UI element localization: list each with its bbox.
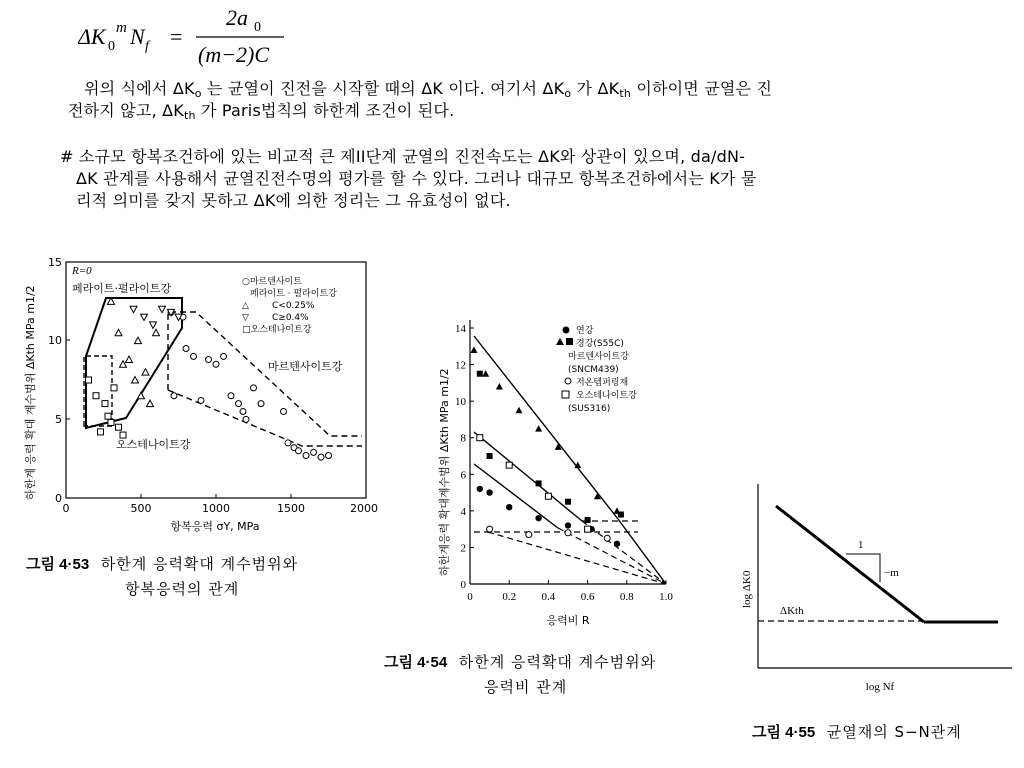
fig453-point: [116, 424, 122, 430]
fig453-point: [86, 377, 92, 383]
p2-line1: # 소규모 항복조건하에 있는 비교적 큰 제II단계 균열의 진전속도는 ΔK와 상관이 있으며, da/dN-: [60, 147, 746, 166]
formula-lhs-sub: 0: [108, 39, 115, 54]
formula-denominator: (m−2)C: [198, 42, 270, 67]
p1-s2: o: [564, 87, 572, 100]
fig454-legend-6: 오스테나이트강: [576, 391, 637, 401]
figure-4-54: [428, 306, 688, 636]
fig454-legend-3: 마르텐사이트강: [568, 352, 629, 362]
fig453-xtick-0: 0: [62, 502, 70, 515]
fig453-point: [326, 453, 332, 459]
fig453-xtick-1500: 1500: [277, 502, 305, 515]
fig453-region-martensite: 마르텐사이트강: [268, 360, 343, 373]
fig453-point: [105, 413, 111, 419]
fig454-ytick-label: 10: [455, 396, 466, 409]
p1-s1: o: [194, 87, 202, 100]
fig454-point: [477, 371, 483, 377]
fig454-ytick-label: 4: [460, 505, 466, 518]
formula-lhs-delta: ΔK: [78, 24, 106, 49]
fig453-point: [120, 432, 126, 438]
fig454-xlabel: 응력비 R: [546, 614, 590, 627]
fig454-point: [486, 489, 492, 495]
p1-t3: 가 ΔK: [571, 79, 620, 98]
fig454-point: [487, 526, 493, 532]
fig453-point: [240, 408, 246, 414]
fig453-point: [318, 454, 324, 460]
fig454-caption-line1: 하한계 응력확대 계수범위와: [458, 653, 657, 671]
fig454-legend-marker-2: [556, 338, 564, 345]
fig455-caption-text: 균열재의 S−N관계: [826, 723, 962, 741]
fig453-xtick-1000: 1000: [202, 502, 230, 515]
p1-line2: [68, 101, 454, 120]
formula-lhs-n: N: [130, 24, 145, 49]
fig454-dash-conv-3: [488, 532, 666, 584]
fig454-legend-2: 경강(S55C): [576, 339, 624, 349]
fig455-slope-triangle: [846, 554, 880, 582]
fig453-point: [130, 306, 137, 313]
fig454-ytick-label: 14: [455, 323, 466, 335]
fig453-point: [228, 393, 234, 399]
fig453-point: [213, 361, 219, 367]
fig453-point: [115, 329, 122, 336]
fig454-legend-4: (SNCM439): [568, 365, 619, 375]
fig453-point: [236, 401, 242, 407]
formula-numerator: 2a: [226, 5, 248, 30]
fig454-point: [536, 480, 542, 486]
fig454-point: [535, 425, 542, 432]
p2-line2: ΔK 관계를 사용해서 균열진전수명의 평가를 할 수 있다. 그러나 대규모 항복조건하에서는 K가 물: [76, 169, 757, 188]
fig454-caption-num: 그림 4·54: [384, 654, 448, 671]
fig453-point: [191, 353, 197, 359]
fig454-legend-1: 연강: [576, 326, 594, 336]
fig454-dash-conv-2: [582, 521, 666, 584]
fig455-slope-run: 1: [858, 539, 864, 551]
fig454-legend-marker-4: [565, 378, 571, 384]
p2-line3: 리적 의미를 갖지 못하고 ΔK에 의한 정리는 그 유효성이 없다.: [76, 191, 511, 210]
fig454-xtick-label: 0.8: [619, 591, 634, 603]
fig455-caption: [752, 720, 962, 745]
p1-line2a: 전하지 않고, ΔK: [68, 101, 184, 120]
fig453-point: [135, 337, 142, 344]
p1-s3: th: [619, 87, 632, 100]
p1-line2b: 가 Paris법칙의 하한계 조건이 된다.: [195, 101, 455, 120]
fig453-point: [198, 397, 204, 403]
fig453-point: [171, 393, 177, 399]
fig454-points: [470, 346, 624, 547]
fig454-point: [506, 504, 512, 510]
fig454-legend-marker-5: [562, 391, 569, 398]
fig454-point: [487, 453, 493, 459]
fig453-point: [221, 353, 227, 359]
fig453-point: [147, 400, 154, 407]
fig454-point: [535, 515, 541, 521]
fig455-dkth-label: ΔKth: [780, 605, 804, 617]
fig454-point: [496, 383, 503, 390]
formula-lhs-n-sub: f: [145, 39, 149, 54]
fig454-point: [565, 522, 571, 528]
fig453-xtick-500: 500: [130, 502, 152, 515]
fig453-point: [98, 429, 104, 435]
fig454-line-hard-tail: [618, 519, 666, 584]
fig453-point: [311, 449, 317, 455]
fig453-point: [126, 356, 133, 363]
fig453-point: [303, 453, 309, 459]
fig454-point: [470, 346, 477, 353]
p1-t2: 는 균열이 진전을 시작할 때의 ΔK 이다. 여기서 ΔK: [201, 79, 565, 98]
fig454-point: [516, 407, 523, 414]
fig453-ytick-5: 5: [55, 413, 62, 426]
figure-4-53: [10, 250, 380, 540]
fig454-point: [477, 435, 483, 441]
fig455-ylabel: log ΔK0: [741, 570, 753, 608]
fig453-point: [281, 408, 287, 414]
fig454-point: [482, 370, 489, 377]
fig453-legend-6: C≥0.4%: [272, 313, 309, 323]
fig454-xtick-label: 0.4: [541, 591, 556, 603]
fig454-legend-marker-1: [563, 327, 570, 334]
fig453-xlabel: 항복응력 σY, MPa: [170, 520, 260, 533]
fig453-legend-5: ▽: [242, 313, 249, 323]
fig453-point: [159, 306, 166, 313]
fig453-point: [111, 385, 117, 391]
fig454-xtick-label: 0.6: [580, 591, 595, 603]
fig453-r-label: R=0: [72, 265, 92, 277]
fig454-dash-conv-1: [558, 528, 666, 584]
fig454-point: [585, 517, 591, 523]
p1-text: [84, 79, 772, 98]
fig453-point: [108, 419, 114, 425]
fig454-xtick-label: 0.2: [502, 591, 517, 603]
fig454-point: [545, 493, 551, 499]
fig453-legend-3: △: [242, 301, 249, 311]
paragraph-1: [68, 78, 1014, 122]
fig453-point: [243, 416, 249, 422]
fig453-point: [285, 440, 291, 446]
fig454-caption: [384, 650, 656, 699]
fig453-legend-1: ○마르텐사이트: [242, 277, 303, 287]
fig454-point: [614, 541, 620, 547]
p1-t1: 위의 식에서 ΔK: [84, 79, 195, 98]
fig455-slope-rise: −m: [884, 567, 899, 579]
fig453-martensite-lower: [168, 390, 362, 446]
fig454-ytick-label: 8: [460, 432, 466, 445]
fig453-ytick-0: 0: [55, 492, 62, 505]
fig453-ytick-10: 10: [48, 334, 62, 347]
fig453-point: [141, 314, 148, 321]
fig453-point: [138, 392, 145, 399]
figure-4-55: [730, 480, 1020, 705]
formula-lhs-sup: m: [116, 20, 127, 36]
fig453-point: [153, 329, 160, 336]
fig453-point: [296, 448, 302, 454]
p1-t4: 이하이면 균열은 진: [631, 79, 773, 98]
fig454-ytick-label: 2: [460, 542, 466, 555]
fig453-point: [102, 401, 108, 407]
fig454-point: [506, 462, 512, 468]
fig454-point: [585, 526, 591, 532]
fig453-xtick-2000: 2000: [350, 502, 378, 515]
p1-s4: th: [183, 109, 196, 122]
fig453-point: [93, 393, 99, 399]
fig453-point: [251, 385, 257, 391]
paragraph-2: [60, 146, 1015, 212]
fig454-caption-line2: 응력비 관계: [484, 678, 568, 696]
fig454-legend-5: 저온템퍼링재: [576, 378, 629, 388]
fig454-legend-7: (SUS316): [568, 404, 611, 414]
fig454-ylabel: 하한계응력 확대계수범위 ΔKth MPa m1/2: [438, 368, 451, 576]
fig454-point: [618, 512, 624, 518]
formula: [78, 2, 308, 72]
fig453-legend-4: C<0.25%: [272, 301, 315, 311]
fig453-point: [132, 377, 139, 384]
fig454-ytick-label: 12: [455, 359, 466, 372]
fig453-point: [183, 346, 189, 352]
fig453-caption-num: 그림 4·53: [26, 556, 90, 573]
fig453-point: [150, 322, 157, 329]
fig453-point: [206, 357, 212, 363]
fig453-ylabel: 하한계 응력 확대 계수범위 ΔKth MPa m1/2: [24, 285, 37, 500]
fig453-caption-line2: 항복응력의 관계: [125, 580, 240, 598]
fig453-caption-line1: 하한계 응력확대 계수범위와: [100, 555, 299, 573]
fig453-caption: [26, 552, 298, 601]
fig454-point: [604, 535, 610, 541]
fig453-ytick-15: 15: [48, 256, 62, 269]
fig454-xtick-label: 0: [467, 591, 473, 603]
fig454-point: [565, 530, 571, 536]
fig453-point: [142, 369, 149, 376]
formula-equals: =: [170, 24, 183, 49]
fig454-ytick-label: 6: [460, 469, 466, 482]
fig453-legend-2: 페라이트 · 펄라이트강: [250, 289, 337, 299]
fig454-ticks: [455, 323, 673, 603]
fig454-ytick-label: 0: [460, 579, 466, 591]
fig453-region-ferrite: 페라이트·펄라이트강: [72, 282, 172, 295]
fig455-xlabel: log Nf: [865, 681, 895, 693]
formula-numerator-sub: 0: [254, 20, 261, 35]
fig454-legend-marker-3: [566, 338, 573, 345]
fig455-caption-num: 그림 4·55: [752, 724, 816, 741]
fig453-legend-7: □오스테나이트강: [242, 325, 312, 335]
fig454-point: [477, 486, 483, 492]
fig454-point: [526, 532, 532, 538]
fig453-point: [258, 401, 264, 407]
fig454-point: [565, 499, 571, 505]
fig453-region-austenite: 오스테나이트강: [116, 438, 191, 451]
fig454-xtick-label: 1.0: [659, 591, 673, 603]
